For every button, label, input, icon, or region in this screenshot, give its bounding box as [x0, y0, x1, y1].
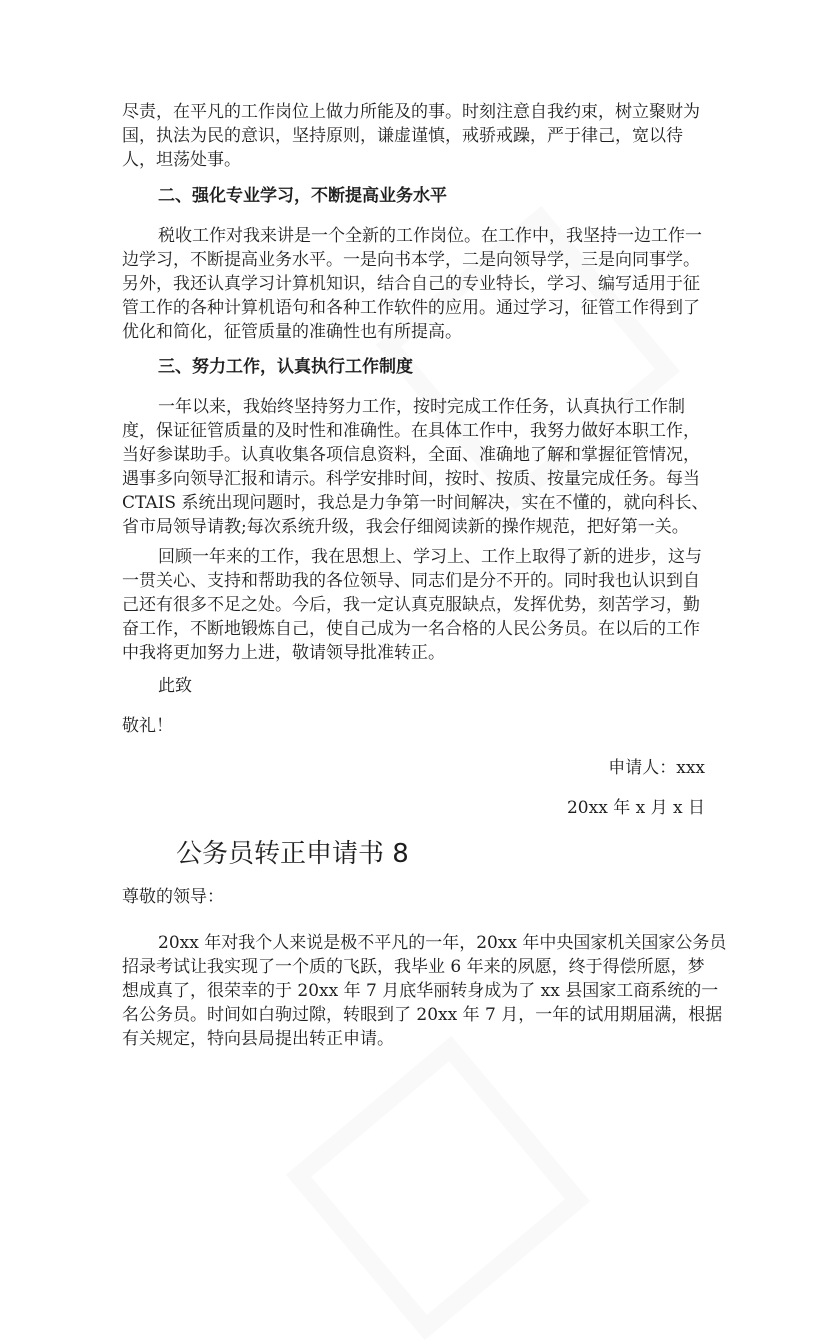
text-line: 一年以来，我始终坚持努力工作，按时完成工作任务，认真执行工作制 — [158, 397, 685, 417]
text-line: 20xx 年对我个人来说是极不平凡的一年，20xx 年中央国家机关国家公务员 — [158, 933, 727, 953]
section-heading-2 — [122, 184, 722, 208]
text-line: 一贯关心、支持和帮助我的各位领导、同志们是分不开的。同时我也认识到自 — [122, 571, 700, 591]
closing-text: 敬礼！ — [122, 716, 173, 736]
closing-line-1 — [122, 674, 722, 698]
paragraph-4 — [122, 545, 722, 665]
date — [567, 796, 705, 820]
text-line: 管工作的各种计算机语句和各种工作软件的应用。通过学习，征管工作得到了 — [122, 298, 700, 318]
text-line: 奋工作，不断地锻炼自己，使自己成为一名合格的人民公务员。在以后的工作 — [122, 619, 700, 639]
text-line: 中我将更加努力上进，敬请领导批准转正。 — [122, 643, 445, 663]
text-line: 想成真了，很荣幸的于 20xx 年 7 月底华丽转身成为了 xx 县国家工商系统的一 — [122, 981, 719, 1001]
closing-line-2 — [122, 714, 722, 738]
date-text: 20xx 年 x 月 x 日 — [566, 798, 705, 818]
text-line: 优化和简化，征管质量的准确性也有所提高。 — [122, 322, 462, 342]
text-line: 名公务员。时间如白驹过隙，转眼到了 20xx 年 7 月，一年的试用期届满，根据 — [122, 1005, 723, 1025]
text-line: 人，坦荡处事。 — [122, 150, 241, 170]
text-line: 税收工作对我来讲是一个全新的工作岗位。在工作中，我坚持一边工作一 — [158, 226, 702, 246]
text-line: CTAIS 系统出现问题时，我总是力争第一时间解决，实在不懂的，就向科长、 — [122, 493, 709, 513]
paragraph-2 — [122, 224, 722, 344]
paragraph-1 — [122, 100, 722, 172]
text-line: 省市局领导请教;每次系统升级，我会仔细阅读新的操作规范，把好第一关。 — [122, 517, 689, 537]
text-line: 当好参谋助手。认真收集各项信息资料，全面、准确地了解和掌握征管情况， — [122, 445, 700, 465]
paragraph-3 — [122, 395, 722, 539]
text-line: 另外，我还认真学习计算机知识，结合自己的专业特长，学习、编写适用于征 — [122, 274, 700, 294]
section-title: 公务员转正申请书 8 — [176, 839, 409, 869]
text-line: 边学习，不断提高业务水平。一是向书本学，二是向领导学，三是向同事学。 — [122, 250, 700, 270]
watermark — [286, 1036, 590, 1340]
heading-text: 二、强化专业学习，不断提高业务水平 — [158, 186, 447, 206]
closing-text: 此致 — [158, 676, 192, 696]
salutation — [122, 885, 722, 909]
text-line: 遇事多向领导汇报和请示。科学安排时间，按时、按质、按量完成任务。每当 — [122, 469, 700, 489]
section-heading-3 — [122, 355, 722, 379]
text-line: 招录考试让我实现了一个质的飞跃，我毕业 6 年来的夙愿，终于得偿所愿，梦 — [122, 957, 705, 977]
paragraph-5 — [122, 931, 727, 1051]
text-line: 回顾一年来的工作，我在思想上、学习上、工作上取得了新的进步，这与 — [158, 547, 702, 567]
salutation-text: 尊敬的领导： — [122, 887, 224, 907]
heading-text: 三、努力工作，认真执行工作制度 — [158, 357, 413, 377]
text-line: 度，保证征管质量的及时性和准确性。在具体工作中，我努力做好本职工作， — [122, 421, 700, 441]
signature — [608, 756, 705, 780]
signature-text: 申请人：xxx — [608, 758, 705, 778]
text-line: 有关规定，特向县局提出转正申请。 — [122, 1029, 394, 1049]
text-line: 国，执法为民的意识，坚持原则，谦虚谨慎，戒骄戒躁，严于律己，宽以待 — [122, 126, 683, 146]
text-line: 己还有很多不足之处。今后，我一定认真克服缺点，发挥优势，刻苦学习，勤 — [122, 595, 700, 615]
text-line: 尽责，在平凡的工作岗位上做力所能及的事。时刻注意自我约束，树立聚财为 — [122, 102, 700, 122]
